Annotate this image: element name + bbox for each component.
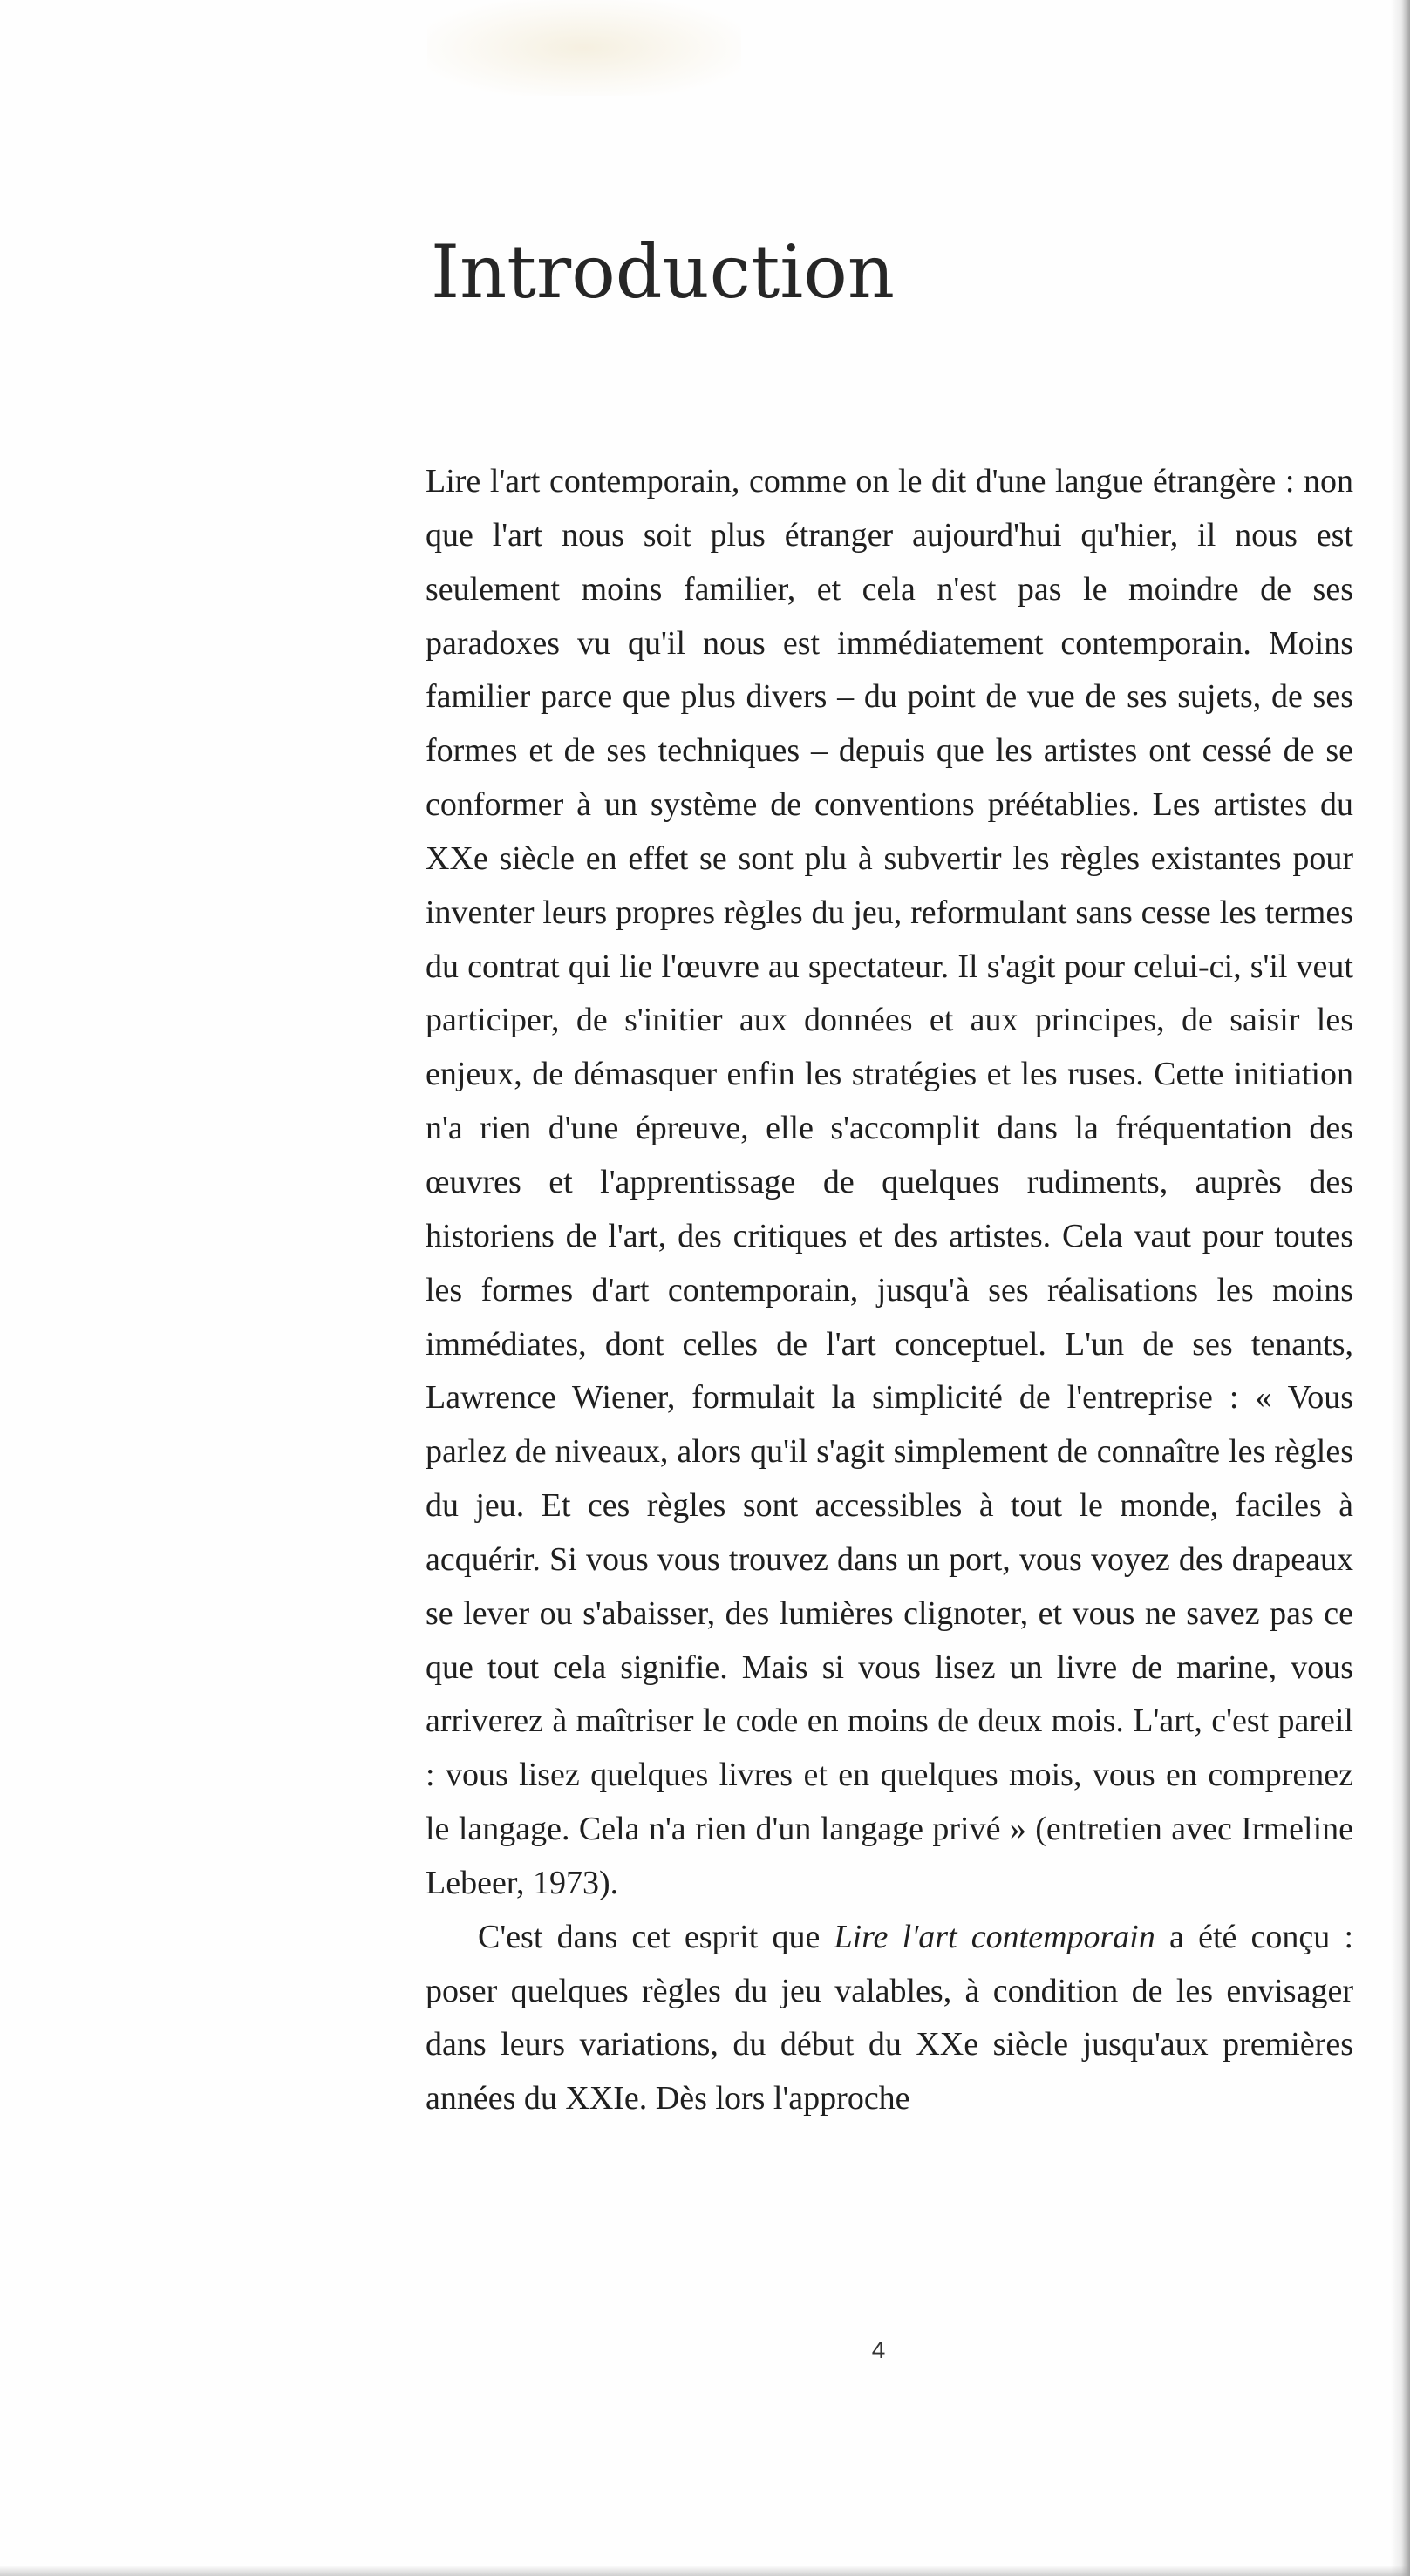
- paragraph-1: Lire l'art contemporain, comme on le dit d'une langue étrangère : non que l'art nous soit plus étranger aujourd'hui qu'hier, il nous est seulement moins familier, et cela n'est pas le moindre de ses paradoxes vu qu'il nous est immédiatement contemporain. Moins familier parce que plus divers – du point de vue de ses sujets, de ses formes et de ses techniques – depuis que les artistes ont cessé de se conformer à un système de conventions préétablies. Les artistes du XXe siècle en effet se sont plu à subvertir les règles existantes pour inventer leurs propres règles du jeu, reformulant sans cesse les termes du contrat qui lie l'œuvre au spectateur. Il s'agit pour celui-ci, s'il veut participer, de s'initier aux données et aux principes, de saisir les enjeux, de démasquer enfin les stratégies et les ruses. Cette initiation n'a rien d'une épreuve, elle s'accomplit dans la fréquentation des œuvres et l'apprentissage de quelques rudiments, auprès des historiens de l'art, des critiques et des artistes. Cela vaut pour toutes les formes d'art contemporain, jusqu'à ses réalisations les moins immédiates, dont celles de l'art conceptuel. L'un de ses tenants, Lawrence Wiener, formulait la simplicité de l'entreprise : « Vous parlez de niveaux, alors qu'il s'agit simplement de connaître les règles du jeu. Et ces règles sont accessibles à tout le monde, faciles à acquérir. Si vous vous trouvez dans un port, vous voyez des drapeaux se lever ou s'abaisser, des lumières clignoter, et vous ne savez pas ce que tout cela signifie. Mais si vous lisez un livre de marine, vous arriverez à maîtriser le code en moins de deux mois. L'art, c'est pareil : vous lisez quelques livres et en quelques mois, vous en comprenez le langage. Cela n'a rien d'un langage privé » (entretien avec Irmeline Lebeer, 1973).: [426, 463, 1353, 1901]
- paragraph-2-rest: a été conçu : poser quelques règles du jeu valables, à condition de les envisager dans leurs variations, du début du XXe siècle jusqu'aux premières années du XXIe. Dès lors l'approche: [426, 1918, 1353, 2117]
- body-text: [426, 455, 1353, 2126]
- paragraph-2-lead: C'est dans cet esprit que: [478, 1918, 834, 1955]
- paper-stain: [427, 0, 741, 96]
- chapter-title: Introduction: [431, 229, 895, 315]
- paragraph-2: [426, 1911, 1353, 2126]
- page-bottom-shadow: [0, 2566, 1410, 2576]
- page-number: 4: [871, 2336, 886, 2363]
- book-title-italic: Lire l'art contemporain: [834, 1918, 1155, 1955]
- page-edge-shadow: [1391, 0, 1410, 2576]
